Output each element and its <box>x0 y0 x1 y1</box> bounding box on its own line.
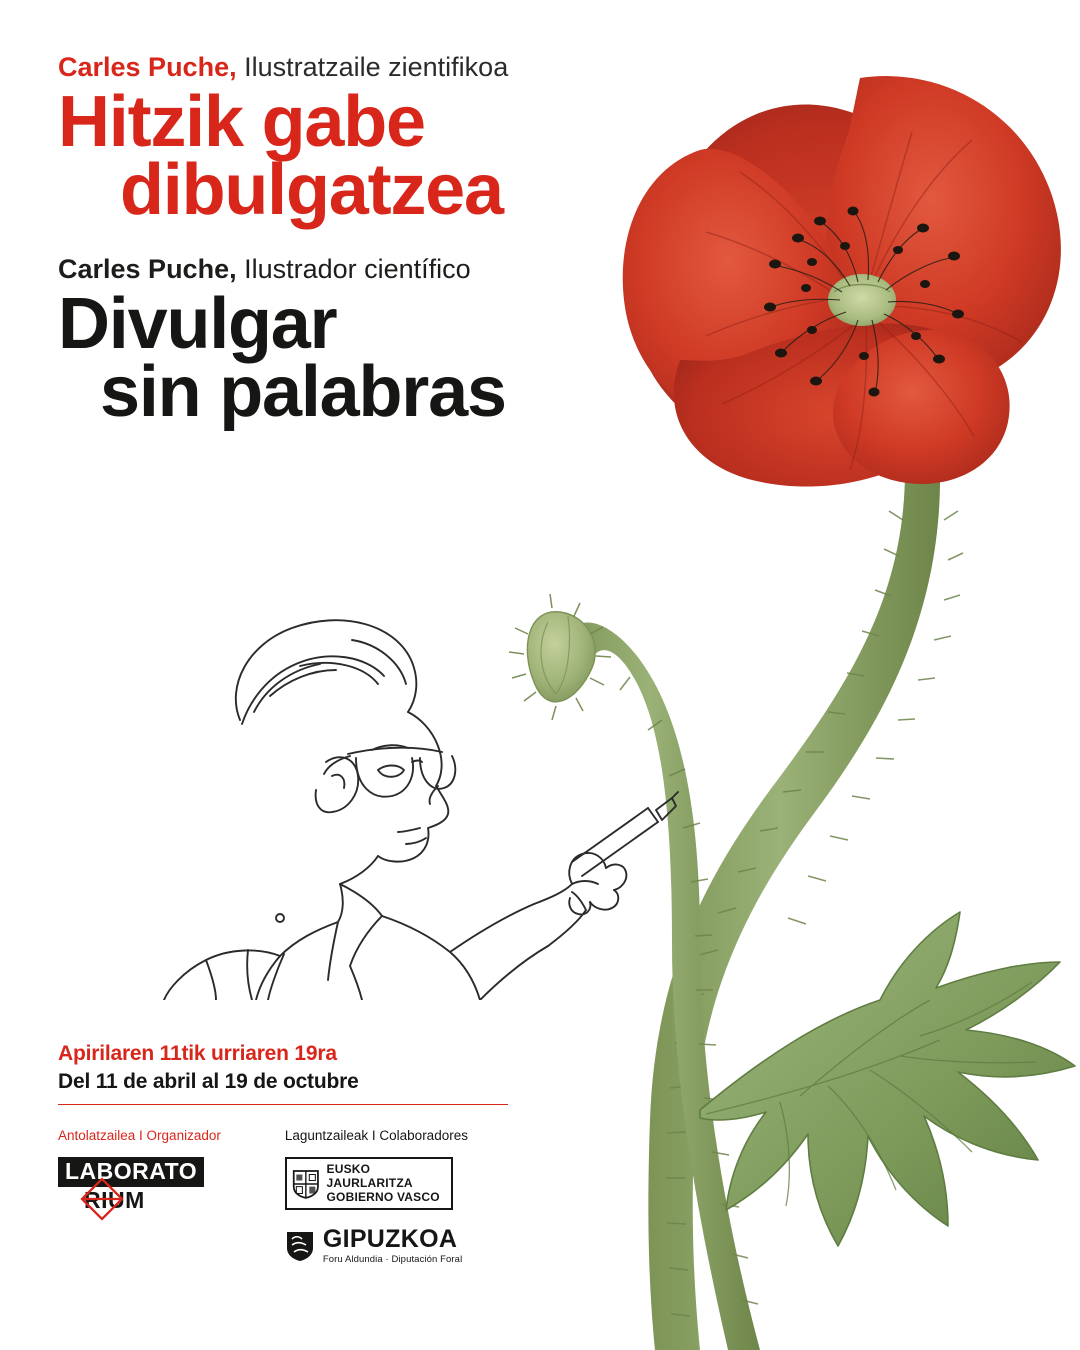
logo-laboratorium-line2: RIUM <box>84 1187 145 1213</box>
title-es-line2: sin palabras <box>100 352 506 433</box>
poppy-stem <box>648 470 963 1350</box>
logo-gobierno-vasco <box>285 1157 453 1210</box>
poppy-stamens <box>774 214 954 388</box>
diamond-icon <box>80 1177 124 1221</box>
title-eu-line1: Hitzik gabe <box>58 82 425 163</box>
poppy-bud <box>509 594 611 720</box>
artist-name-es: Carles Puche, <box>58 254 237 285</box>
illustrator-portrait-drawing <box>120 600 680 1000</box>
logo-gipuzkoa-text <box>323 1227 462 1265</box>
page-title-es <box>58 284 678 433</box>
poppy-flower-head <box>623 76 1061 486</box>
artist-role-es: Ilustrador científico <box>236 254 471 285</box>
basque-coat-of-arms-icon <box>292 1167 320 1201</box>
page-title-eu <box>58 82 678 230</box>
credits-block <box>58 1128 578 1265</box>
date-es: Del 11 de abril al 19 de octubre <box>58 1070 359 1093</box>
poppy-center <box>828 274 896 326</box>
poppy-bud-stem <box>560 622 760 1350</box>
artist-name-eu: Carles Puche, <box>58 52 237 82</box>
poppy-leaf-lower <box>655 1260 860 1350</box>
eyebrow-eu <box>58 52 678 83</box>
date-eu: Apirilaren 11tik urriaren 19ra <box>58 1042 337 1065</box>
artist-role-eu: Ilustratzaile zientifikoa <box>236 52 509 82</box>
title-eu-line2: dibulgatzea <box>120 149 503 230</box>
logo-laboratorium-line1: LABORATO <box>58 1157 204 1187</box>
title-block <box>58 52 678 433</box>
exhibition-dates <box>58 1042 508 1105</box>
collaborators-label: Laguntzaileak I Colaboradores <box>284 1128 468 1143</box>
collaborators-column <box>285 1128 468 1265</box>
logo-gv-line1: EUSKO JAURLARITZA <box>326 1162 413 1190</box>
logo-gipuzkoa-sub: Foru Aldundia · Diputación Foral <box>322 1254 463 1266</box>
eyebrow-es <box>58 254 678 285</box>
logo-laboratorium <box>58 1157 198 1223</box>
logo-gipuzkoa <box>285 1227 468 1265</box>
logo-gv-line2: GOBIERNO VASCO <box>326 1189 440 1204</box>
poppy-leaf <box>700 912 1075 1246</box>
logo-gipuzkoa-main: GIPUZKOA <box>322 1225 458 1254</box>
gipuzkoa-shield-icon <box>285 1230 315 1262</box>
logo-gv-text <box>327 1163 442 1204</box>
poppy-stamen-anthers <box>764 207 964 397</box>
organizer-column <box>58 1128 221 1265</box>
title-es-line1: Divulgar <box>58 284 337 365</box>
organizer-label: Antolatzailea I Organizador <box>58 1128 221 1143</box>
divider-rule <box>58 1104 508 1105</box>
